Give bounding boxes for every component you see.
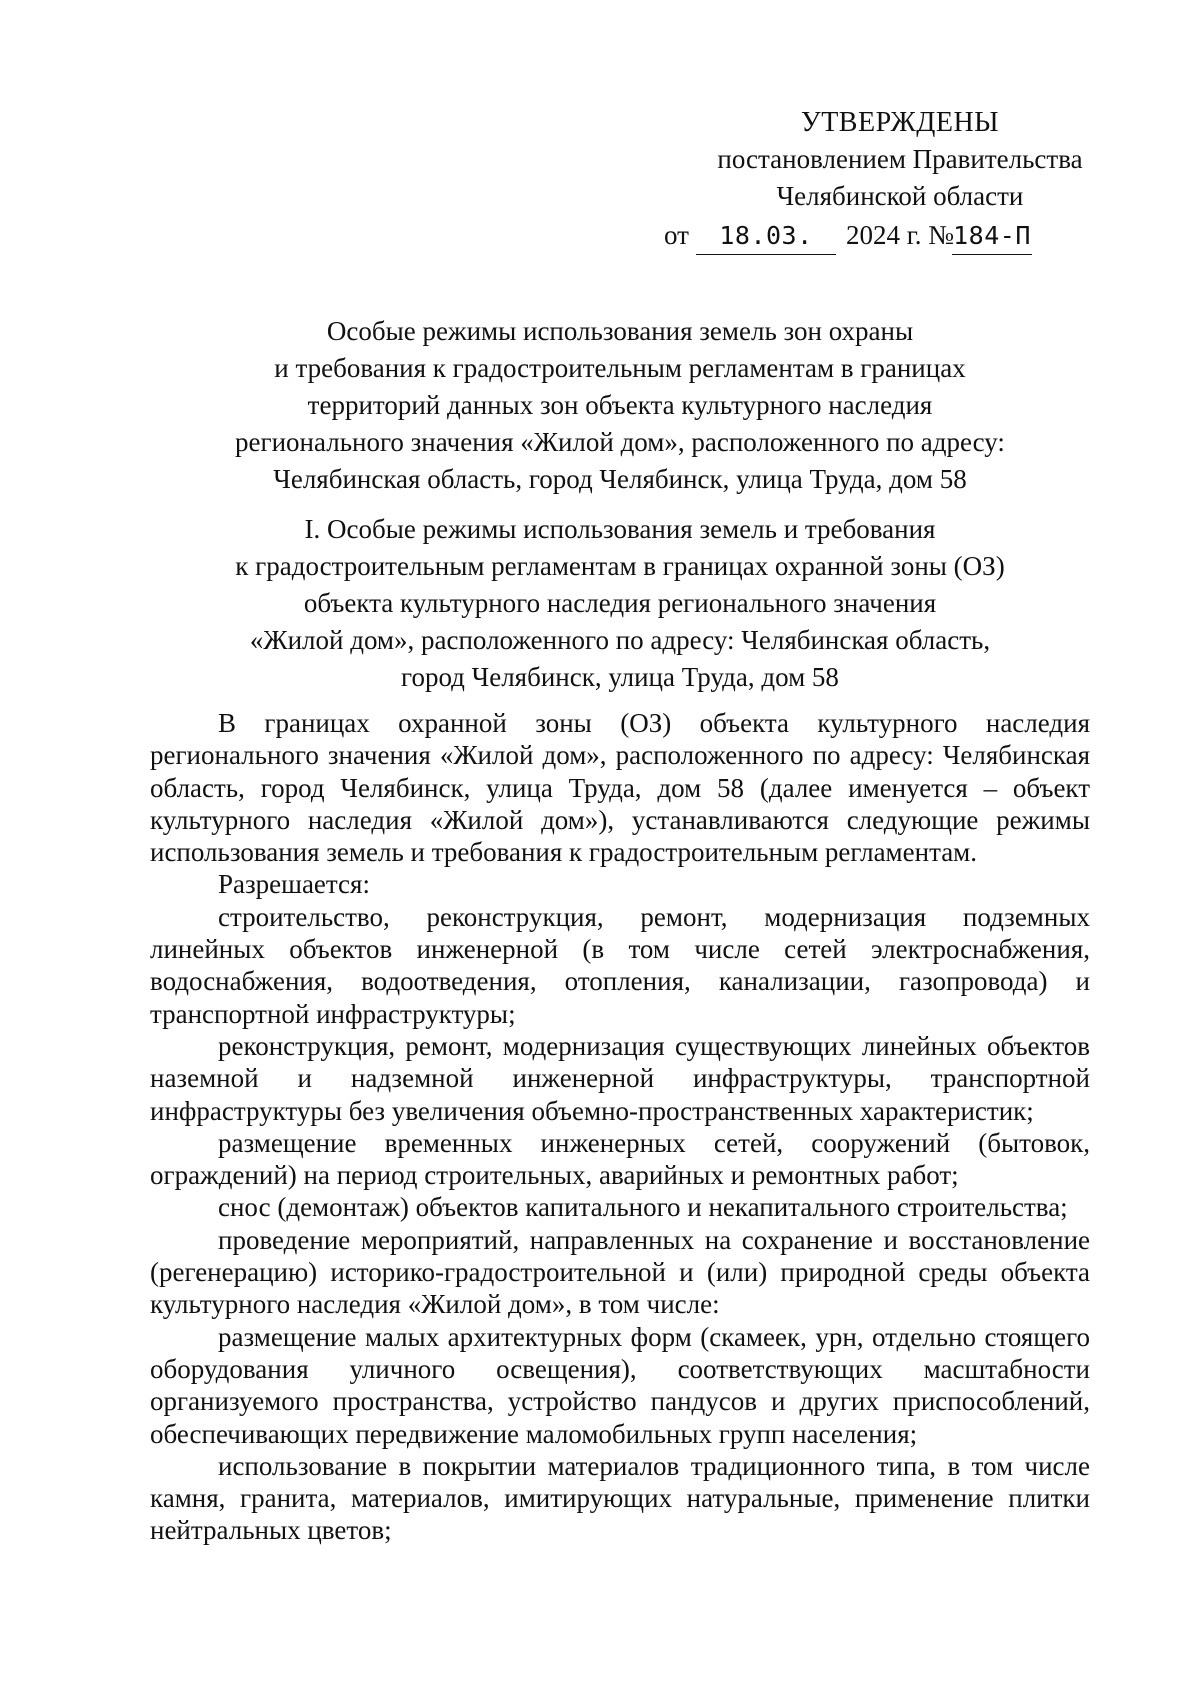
title-line: Особые режимы использования земель зон охраны [326,316,914,346]
section-line: объекта культурного наследия регионального значения [303,588,937,618]
section-line: к градостроительным регламентам в границах охранной зоны (ОЗ) [235,551,1005,581]
approval-date-line [660,217,1140,254]
title-line: Челябинская область, город Челябинск, улица Труда, дом 58 [273,464,967,494]
document-body [150,707,1090,1547]
approval-date: 18.03. [696,217,836,255]
paragraph-item: размещение временных инженерных сетей, сооружений (бытовок, ограждений) на период строительных, аварийных и ремонтных работ; [150,1127,1090,1191]
approval-stamp [660,104,1140,254]
paragraph-item: проведение мероприятий, направленных на сохранение и восстановление (регенерацию) историко-градостроительной и (или) природной среды объекта культурного наследия «Жилой дом», в том числе: [150,1224,1090,1320]
title-line: регионального значения «Жилой дом», расположенного по адресу: [235,427,1005,457]
paragraph-item: реконструкция, ремонт, модернизация существующих линейных объектов наземной и надземной инженерной инфраструктуры, транспортной инфраструктуры без увеличения объемно-пространственных характеристик; [150,1030,1090,1126]
paragraph-intro: В границах охранной зоны (ОЗ) объекта культурного наследия регионального значения «Жилой дом», расположенного по адресу: Челябинская область, город Челябинск, улица Труда, дом 58 (далее именуется – объект культурного наследия «Жилой дом»), устанавливаются следующие режимы использования земель и требования к градостроительным регламентам. [150,708,1090,868]
title-line: и требования к градостроительным регламентам в границах [274,353,966,383]
section-line: I. Особые режимы использования земель и требования [304,514,936,544]
approval-line-2: Челябинской области [776,181,1024,211]
paragraph-permitted-heading: Разрешается: [218,869,370,900]
approval-number: 184-П [952,217,1032,255]
date-prefix: от [664,220,689,250]
paragraph-item: строительство, реконструкция, ремонт, модернизация подземных линейных объектов инженерной (в том числе сетей электроснабжения, водоснабжения, водоотведения, отопления, канализации, газопровода) и транспортной инфраструктуры; [150,901,1090,1029]
paragraph-subitem: размещение малых архитектурных форм (скамеек, урн, отдельно стоящего оборудования уличного освещения), соответствующих масштабности организуемого пространства, устройство пандусов и других приспособлений, обеспечивающих передвижение маломобильных групп населения; [150,1321,1090,1449]
section-line: город Челябинск, улица Труда, дом 58 [401,662,839,692]
paragraph-subitem: использование в покрытии материалов традиционного типа, в том числе камня, гранита, материалов, имитирующих натуральные, применение плитки нейтральных цветов; [150,1450,1090,1546]
document-title [150,313,1090,498]
approval-year: 2024 г. № [846,220,955,250]
section-line: «Жилой дом», расположенного по адресу: Челябинская область, [249,625,991,655]
paragraph-item: снос (демонтаж) объектов капитального и некапитального строительства; [218,1192,1068,1223]
title-line: территорий данных зон объекта культурного наследия [307,390,933,420]
approval-line-1: постановлением Правительства [717,144,1083,174]
approval-heading: УТВЕРЖДЕНЫ [800,107,1000,138]
section-heading [150,511,1090,696]
